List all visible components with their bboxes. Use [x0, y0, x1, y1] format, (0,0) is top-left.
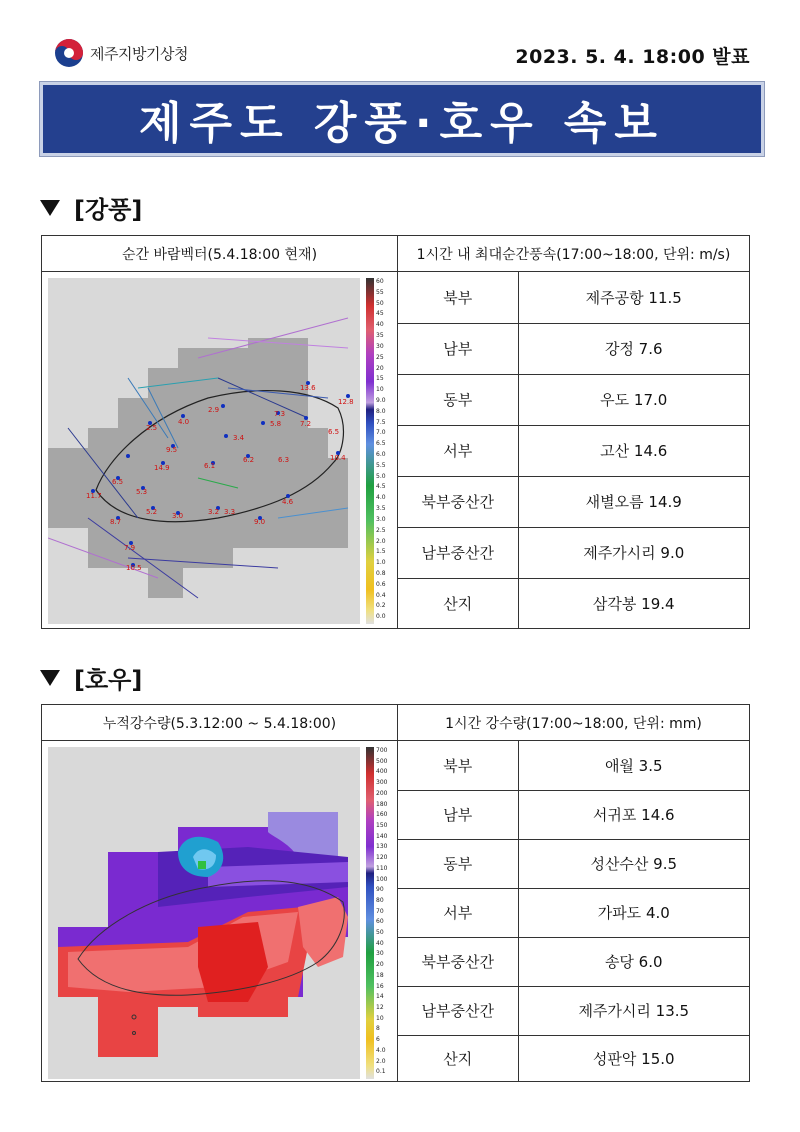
scale-tick-label: 6.0	[376, 451, 386, 458]
scale-tick-label: 60	[376, 278, 384, 285]
scale-tick-label: 150	[376, 821, 388, 829]
region-cell: 동부	[398, 374, 518, 425]
scale-tick-label: 16	[376, 982, 384, 990]
scale-tick-label: 6.5	[376, 440, 386, 448]
scale-tick-label: 2.5	[376, 526, 386, 534]
wind-color-scale	[366, 278, 390, 624]
wind-station-label: 6.2	[243, 456, 255, 464]
scale-tick-label: 5.5	[376, 461, 386, 469]
scale-tick-label: 30	[376, 342, 384, 350]
wind-station-label: 8.7	[110, 518, 122, 526]
wind-vector-map	[48, 278, 392, 624]
title-banner	[40, 82, 764, 156]
scale-tick-label: 3.5	[376, 505, 386, 513]
scale-tick-label: 1.0	[376, 559, 386, 567]
scale-tick-label: 180	[376, 800, 388, 808]
wind-station-label: 7.2	[300, 420, 312, 428]
scale-tick-label: 40	[376, 939, 384, 947]
scale-tick-label: 130	[376, 843, 388, 851]
scale-tick-label: 0.6	[376, 580, 386, 588]
page-title: 제주도 강풍·호우 속보	[139, 98, 665, 149]
table-row	[398, 323, 749, 374]
scale-tick-label: 400	[376, 768, 388, 776]
scale-tick-label: 700	[376, 747, 388, 754]
wind-station-label: 5.8	[270, 420, 282, 428]
wind-station-label: 2.5	[146, 424, 158, 432]
kma-logo-icon	[54, 38, 84, 68]
table-row	[398, 527, 749, 578]
wind-station-label: 11.7	[86, 492, 102, 500]
table-row	[398, 374, 749, 425]
region-cell: 북부중산간	[398, 476, 518, 527]
scale-tick-label: 7.5	[376, 418, 386, 426]
scale-tick-label: 2.0	[376, 537, 386, 545]
scale-tick-label: 10	[376, 386, 384, 394]
scale-tick-label: 60	[376, 918, 384, 926]
wind-station-label: 10.4	[330, 454, 346, 462]
wind-station-label: 9.5	[166, 446, 178, 454]
wind-map-image	[48, 278, 360, 624]
scale-tick-label: 10	[376, 1014, 384, 1022]
region-cell: 동부	[398, 839, 518, 888]
scale-tick-label: 35	[376, 332, 384, 340]
scale-tick-label: 20	[376, 364, 384, 372]
scale-tick-label: 0.0	[376, 613, 386, 621]
wind-table-caption: 1시간 내 최대순간풍속(17:00~18:00, 단위: m/s)	[398, 236, 749, 272]
value-cell: 송당 6.0	[518, 937, 749, 986]
scale-tick-label: 80	[376, 896, 384, 904]
table-row	[398, 888, 749, 937]
wind-station-label: 3.4	[233, 434, 245, 442]
wind-station-label: 6.1	[204, 462, 216, 470]
value-cell: 새별오름 14.9	[518, 476, 749, 527]
scale-tick-label: 8	[376, 1025, 380, 1033]
wind-station-label: 6.3	[278, 456, 290, 464]
triangle-down-icon	[40, 200, 60, 216]
scale-tick-label: 4.0	[376, 494, 386, 502]
region-cell: 남부	[398, 790, 518, 839]
table-row	[398, 741, 749, 790]
value-cell: 우도 17.0	[518, 374, 749, 425]
region-cell: 남부	[398, 323, 518, 374]
wind-panel	[41, 235, 750, 629]
value-cell: 가파도 4.0	[518, 888, 749, 937]
table-row	[398, 578, 749, 628]
value-cell: 강정 7.6	[518, 323, 749, 374]
region-cell: 산지	[398, 1035, 518, 1081]
value-cell: 제주공항 11.5	[518, 272, 749, 323]
wind-station-label: 5.2	[146, 508, 158, 516]
agency-name: 제주지방기상청	[90, 44, 188, 63]
scale-tick-label: 0.1	[376, 1068, 386, 1076]
scale-tick-label: 3.0	[376, 515, 386, 523]
scale-tick-label: 50	[376, 929, 384, 937]
scale-tick-label: 70	[376, 907, 384, 915]
wind-station-label: 6.5	[328, 428, 340, 436]
rain-table-caption: 1시간 강수량(17:00~18:00, 단위: mm)	[398, 705, 749, 741]
page-header	[40, 36, 760, 76]
scale-tick-label: 40	[376, 321, 384, 329]
table-row	[398, 476, 749, 527]
wind-station-label: 10.5	[126, 564, 142, 572]
region-cell: 서부	[398, 425, 518, 476]
scale-tick-label: 100	[376, 875, 388, 883]
wind-map-caption: 순간 바람벡터(5.4.18:00 현재)	[42, 236, 397, 272]
table-row	[398, 839, 749, 888]
rain-map-cell	[42, 705, 398, 1081]
table-row	[398, 425, 749, 476]
scale-tick-label: 4.0	[376, 1046, 386, 1054]
rain-color-scale	[366, 747, 390, 1079]
value-cell: 삼각봉 19.4	[592, 594, 675, 613]
wind-station-label: 14.9	[154, 464, 170, 472]
table-row	[398, 986, 749, 1035]
scale-tick-label: 110	[376, 864, 388, 872]
wind-station-label: 3.3	[224, 508, 236, 516]
rain-accumulation-map	[48, 747, 392, 1079]
scale-tick-label: 2.0	[376, 1057, 386, 1065]
wind-table-cell	[398, 236, 749, 628]
wind-station-label: 7.3	[274, 410, 286, 418]
scale-tick-label: 9.0	[376, 396, 386, 404]
issue-time: 2023. 5. 4. 18:00 발표	[515, 46, 750, 68]
scale-tick-label: 5.0	[376, 472, 386, 480]
rain-map-caption: 누적강수량(5.3.12:00 ~ 5.4.18:00)	[42, 705, 397, 741]
region-cell: 북부	[398, 741, 518, 790]
scale-tick-label: 50	[376, 299, 384, 307]
table-row	[398, 272, 749, 323]
scale-tick-label: 45	[376, 310, 384, 318]
scale-tick-label: 300	[376, 779, 388, 787]
wind-station-label: 7.9	[124, 544, 136, 552]
table-row	[398, 937, 749, 986]
value-cell: 애월 3.5	[518, 741, 749, 790]
wind-map-cell	[42, 236, 398, 628]
scale-tick-label: 140	[376, 832, 388, 840]
wind-station-label: 5.3	[136, 488, 148, 496]
scale-tick-label: 0.8	[376, 569, 386, 577]
scale-tick-label: 25	[376, 353, 384, 361]
scale-tick-label: 0.4	[376, 591, 386, 599]
region-cell: 산지	[398, 578, 518, 628]
scale-tick-label: 8.0	[376, 407, 386, 415]
scale-tick-label: 0.2	[376, 602, 386, 610]
scale-tick-label: 4.5	[376, 483, 386, 491]
scale-tick-label: 200	[376, 789, 388, 797]
scale-tick-label: 14	[376, 993, 384, 1001]
value-cell: 서귀포 14.6	[518, 790, 749, 839]
region-cell: 북부	[398, 272, 518, 323]
wind-station-label: 12.8	[338, 398, 354, 406]
wind-station-label: 3.2	[208, 508, 220, 516]
region-cell: 남부중산간	[398, 527, 518, 578]
value-cell: 제주가시리 9.0	[518, 527, 749, 578]
region-cell: 남부중산간	[398, 986, 518, 1035]
wind-station-label: 9.0	[254, 518, 266, 526]
value-cell: 성판악 15.0	[592, 1049, 675, 1068]
scale-tick-label: 90	[376, 886, 384, 894]
wind-section-title: [강풍]	[40, 190, 142, 225]
region-cell: 서부	[398, 888, 518, 937]
rain-section-title: [호우]	[40, 660, 142, 695]
table-row	[398, 1035, 749, 1081]
scale-tick-label: 30	[376, 950, 384, 958]
wind-station-label: 2.9	[208, 406, 220, 414]
rain-panel	[41, 704, 750, 1082]
scale-tick-label: 7.0	[376, 429, 386, 437]
region-cell: 북부중산간	[398, 937, 518, 986]
value-cell: 고산 14.6	[518, 425, 749, 476]
wind-station-label: 3.0	[172, 512, 184, 520]
rain-hourly-table	[398, 741, 749, 1081]
wind-station-label: 4.6	[282, 498, 294, 506]
scale-tick-label: 500	[376, 757, 388, 765]
value-cell: 성산수산 9.5	[518, 839, 749, 888]
rain-map-image	[48, 747, 360, 1079]
scale-tick-label: 160	[376, 811, 388, 819]
scale-tick-label: 55	[376, 288, 384, 296]
wind-station-label: 6.5	[112, 478, 124, 486]
agency-logo	[54, 38, 188, 68]
rain-table-cell	[398, 705, 749, 1081]
wind-station-label: 13.6	[300, 384, 316, 392]
scale-tick-label: 20	[376, 961, 384, 969]
scale-tick-label: 12	[376, 1004, 384, 1012]
wind-station-label: 4.0	[178, 418, 190, 426]
triangle-down-icon	[40, 670, 60, 686]
wind-gust-table	[398, 272, 749, 628]
scale-tick-label: 120	[376, 854, 388, 862]
scale-tick-label: 1.5	[376, 548, 386, 556]
scale-tick-label: 15	[376, 375, 384, 383]
value-cell: 제주가시리 13.5	[518, 986, 749, 1035]
table-row	[398, 790, 749, 839]
scale-tick-label: 6	[376, 1036, 380, 1044]
scale-tick-label: 18	[376, 971, 384, 979]
